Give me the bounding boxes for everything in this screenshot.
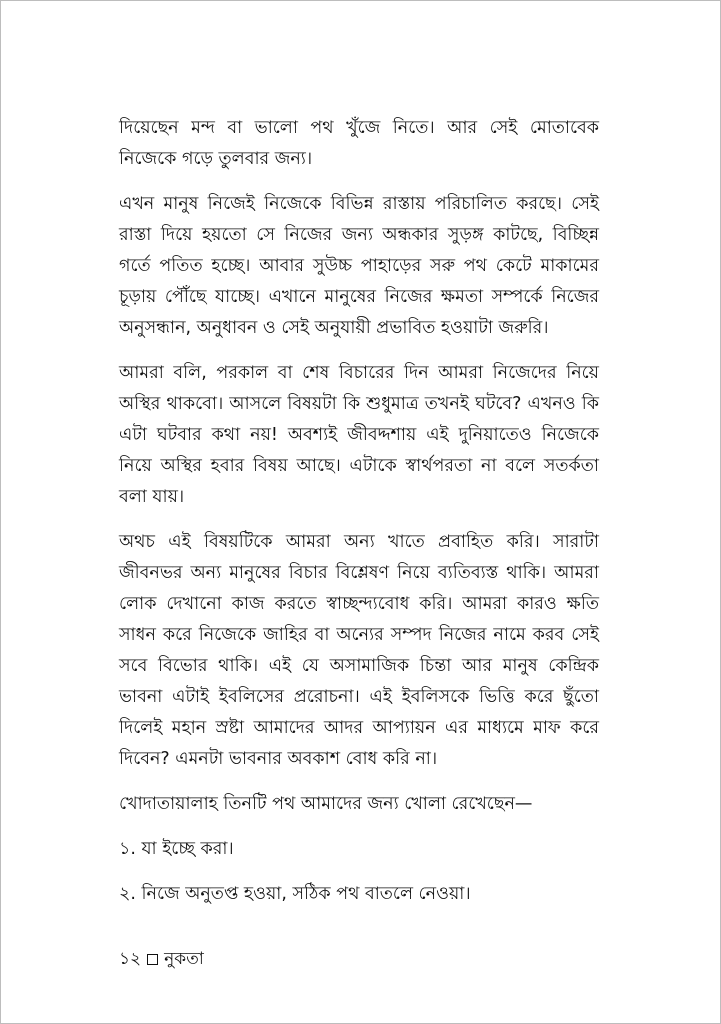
square-icon	[147, 954, 158, 965]
paragraph: এখন মানুষ নিজেই নিজেকে বিভিন্ন রাস্তায় পরিচালিত করছে। সেই রাস্তা দিয়ে হয়তো সে নিজের জন্য অন্ধকার সুড়ঙ্গ কাটছে, বিচ্ছিন্ন গর্তে পতিত হচ্ছে। আবার সুউচ্চ পাহাড়ের সরু পথ কেটে মাকামের চূড়ায় পৌঁছে যাচ্ছে। এখানে মানুষের নিজের ক্ষমতা সম্পর্কে নিজের অনুসন্ধান, অনুধাবন ও সেই অনুযায়ী প্রভাবিত হওয়াটা জরুরি।	[119, 194, 599, 338]
list-item: ২. নিজে অনুতপ্ত হওয়া, সঠিক পথ বাতলে নেওয়া।	[119, 884, 471, 904]
page-footer	[119, 947, 204, 971]
page-number: ১২	[119, 949, 142, 969]
paragraph: আমরা বলি, পরকাল বা শেষ বিচারের দিন আমরা নিজেদের নিয়ে অস্থির থাকবো। আসলে বিষয়টা কি শুধুমাত্র তখনই ঘটবে? এখনও কি এটা ঘটবার কথা নয়! অবশ্যই জীবদ্দশায় এই দুনিয়াতেও নিজেকে নিয়ে অস্থির হবার বিষয় আছে। এটাকে স্বার্থপরতা না বলে সতর্কতা বলা যায়।	[119, 363, 599, 507]
paragraph: খোদাতায়ালাহ তিনটি পথ আমাদের জন্য খোলা রেখেছেন—	[119, 794, 533, 814]
paragraph: দিয়েছেন মন্দ বা ভালো পথ খুঁজে নিতে। আর সেই মোতাবেক নিজেকে গড়ে তুলবার জন্য।	[119, 118, 599, 169]
page-body	[119, 113, 599, 924]
list-item: ১. যা ইচ্ছে করা।	[119, 839, 234, 859]
book-title: নুকতা	[164, 949, 204, 969]
paragraph: অথচ এই বিষয়টিকে আমরা অন্য খাতে প্রবাহিত করি। সারাটা জীবনভর অন্য মানুষের বিচার বিশ্লেষণ নিয়ে ব্যতিব্যস্ত থাকি। আমরা লোক দেখানো কাজ করতে স্বাচ্ছন্দ্যবোধ করি। আমরা কারও ক্ষতি সাধন করে নিজেকে জাহির বা অন্যের সম্পদ নিজের নামে করব সেই সবে বিভোর থাকি। এই যে অসামাজিক চিন্তা আর মানুষ কেন্দ্রিক ভাবনা এটাই ইবলিসের প্ররোচনা। এই ইবলিসকে ভিত্তি করে ছুঁতো দিলেই মহান স্রষ্টা আমাদের আদর আপ্যায়ন এর মাধ্যমে মাফ করে দিবেন? এমনটা ভাবনার অবকাশ বোধ করি না।	[119, 532, 599, 769]
